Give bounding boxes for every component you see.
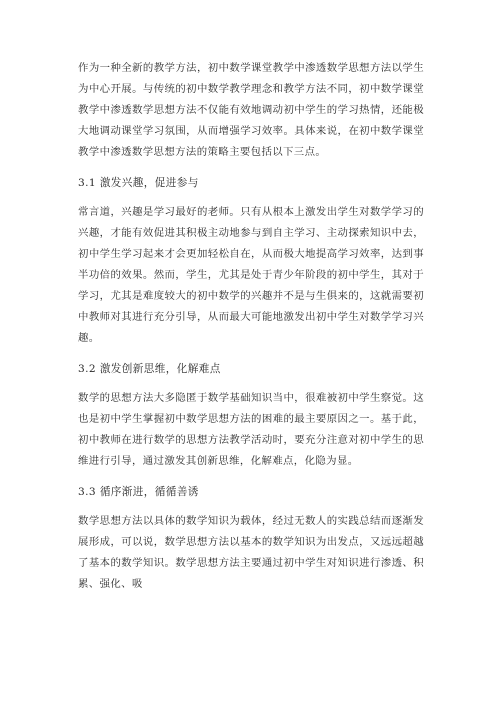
- document-body: [78, 58, 424, 595]
- paragraph-progressive: 数学思想方法以具体的数学知识为载体，经过无数人的实践总结而逐渐发展形成，可以说，数学思想方法以基本的数学知识为出发点，又远远超越了基本的数学知识。数学思想方法主要通过初中学生对知识进行渗透、积累、强化、吸: [78, 515, 424, 590]
- paragraph-innovation: 数学的思想方法大多隐匿于数学基础知识当中，很难被初中学生察觉。这也是初中学生掌握初中数学思想方法的困难的最主要原因之一。基于此，初中教师在进行数学的思想方法教学活动时，要充分注意对初中学生的思维进行引导，通过激发其创新思维，化解难点，化隐为显。: [78, 392, 424, 467]
- section-heading-3-1: 3.1 激发兴趣，促进参与: [78, 177, 199, 189]
- section-heading-3-3: 3.3 循序渐进，循循善诱: [78, 486, 199, 498]
- section-heading-3-2: 3.2 激发创新思维，化解难点: [78, 363, 221, 375]
- paragraph-intro: 作为一种全新的教学方法，初中数学课堂教学中渗透数学思想方法以学生为中心开展。与传统的初中数学教学理念和教学方法不同，初中数学课堂教学中渗透数学思想方法不仅能有效地调动初中学生的学习热情，还能极大地调动课堂学习氛围，从而增强学习效率。具体来说，在初中数学课堂教学中渗透数学思想方法的策略主要包括以下三点。: [78, 62, 424, 158]
- paragraph-interest: 常言道，兴趣是学习最好的老师。只有从根本上激发出学生对数学学习的兴趣，才能有效促进其积极主动地参与到自主学习、主动探索知识中去，初中学生学习起来才会更加轻松自在，从而极大地提高学习效率，达到事半功倍的效果。然而，学生，尤其是处于青少年阶段的初中学生，其对于学习，尤其是难度较大的初中数学的兴趣并不是与生俱来的，这就需要初中教师对其进行充分引导，从而最大可能地激发出初中学生对数学学习兴趣。: [78, 206, 424, 344]
